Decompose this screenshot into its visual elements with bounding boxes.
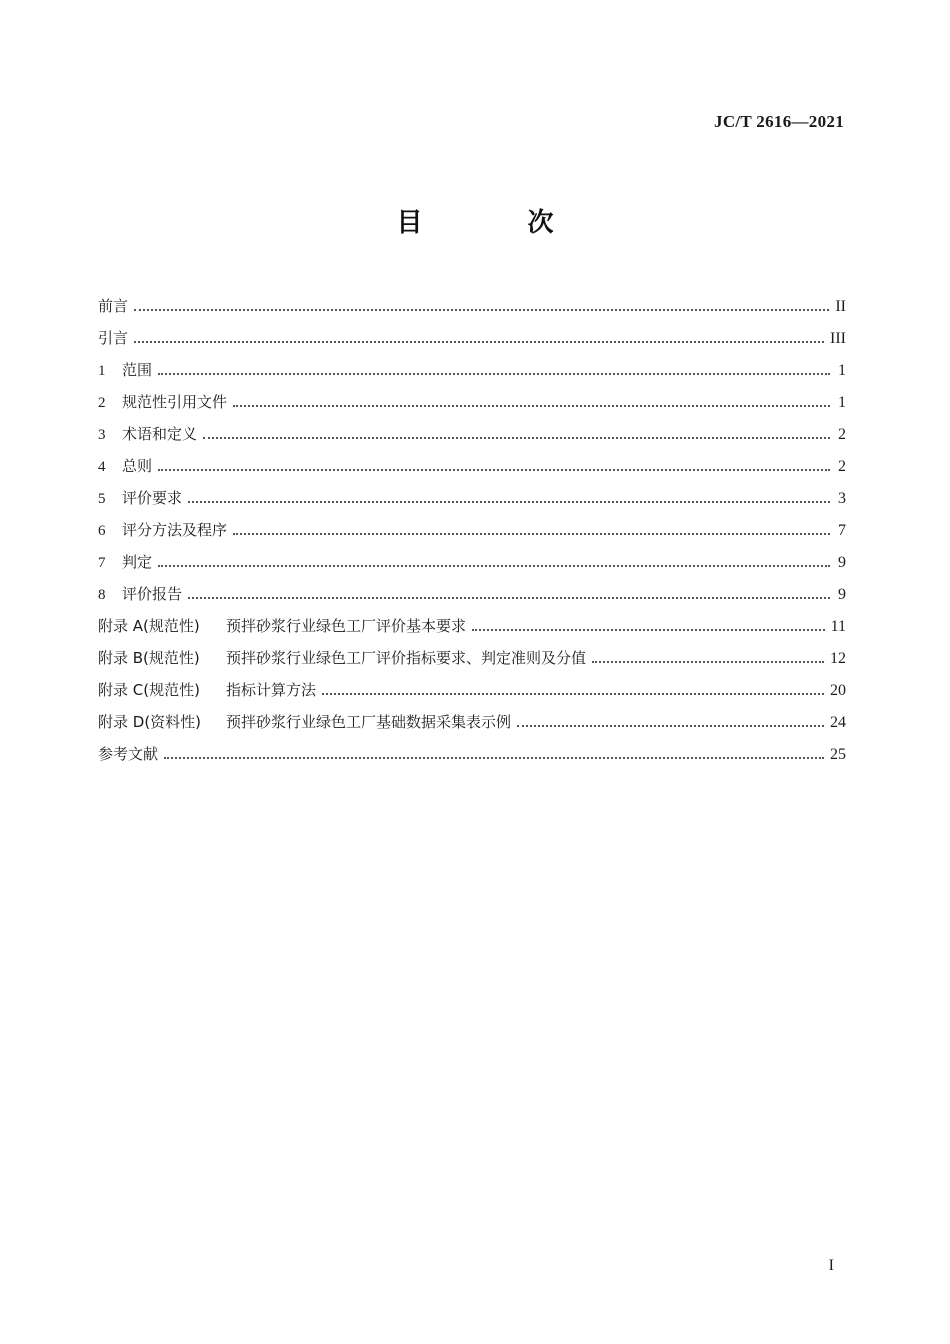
table-of-contents	[98, 284, 846, 764]
toc-entry-title: 引言	[98, 329, 129, 347]
toc-entry[interactable]	[98, 604, 846, 636]
toc-page-number: 2	[838, 426, 846, 443]
dot-leader	[158, 372, 830, 375]
toc-section-number: 6	[98, 523, 106, 539]
toc-page-number: 9	[838, 554, 846, 571]
toc-entry[interactable]	[98, 540, 846, 572]
dot-leader	[134, 308, 829, 311]
dot-leader	[188, 500, 830, 503]
toc-entry-title: 参考文献	[98, 745, 159, 763]
toc-entry-title: 评价报告	[122, 585, 183, 603]
toc-entry[interactable]	[98, 284, 846, 316]
toc-entry-title: 规范性引用文件	[122, 393, 228, 411]
toc-entry[interactable]	[98, 732, 846, 764]
toc-page-number: 7	[838, 522, 846, 539]
toc-appendix-label: 附录 B(规范性)	[98, 649, 200, 667]
toc-page-number: 2	[838, 458, 846, 475]
toc-entry-title: 指标计算方法	[226, 681, 317, 699]
toc-entry-title: 预拌砂浆行业绿色工厂评价指标要求、判定准则及分值	[226, 649, 587, 667]
dot-leader	[158, 564, 830, 567]
toc-section-number: 7	[98, 555, 106, 571]
toc-entry-title: 总则	[122, 457, 153, 475]
dot-leader	[134, 340, 824, 343]
dot-leader	[158, 468, 830, 471]
toc-entry-title: 预拌砂浆行业绿色工厂基础数据采集表示例	[226, 713, 512, 731]
toc-entry-title: 判定	[122, 553, 153, 571]
toc-entry[interactable]	[98, 508, 846, 540]
toc-entry[interactable]	[98, 668, 846, 700]
dot-leader	[164, 756, 824, 759]
toc-entry[interactable]	[98, 316, 846, 348]
toc-entry-title: 评分方法及程序	[122, 521, 228, 539]
toc-entry[interactable]	[98, 572, 846, 604]
toc-page-number: 1	[838, 362, 846, 379]
toc-page-number: 3	[838, 490, 846, 507]
toc-section-number: 2	[98, 395, 106, 411]
page-title: 目 次	[396, 208, 602, 238]
dot-leader	[592, 660, 824, 663]
toc-entry[interactable]	[98, 636, 846, 668]
toc-entry[interactable]	[98, 348, 846, 380]
dot-leader	[233, 404, 830, 407]
dot-leader	[472, 628, 825, 631]
toc-page-number: 1	[838, 394, 846, 411]
toc-section-number: 1	[98, 363, 106, 379]
dot-leader	[233, 532, 830, 535]
toc-page-number: 12	[830, 650, 846, 667]
toc-appendix-label: 附录 D(资料性)	[98, 713, 202, 731]
toc-section-number: 4	[98, 459, 106, 475]
dot-leader	[517, 724, 824, 727]
toc-section-number: 8	[98, 587, 106, 603]
toc-page-number: 24	[830, 714, 846, 731]
toc-entry-title: 预拌砂浆行业绿色工厂评价基本要求	[226, 617, 467, 635]
toc-page-number: II	[835, 298, 846, 315]
toc-section-number: 3	[98, 427, 106, 443]
dot-leader	[188, 596, 830, 599]
toc-page-number: 20	[830, 682, 846, 699]
toc-entry-title: 前言	[98, 297, 129, 315]
page-number: I	[828, 1257, 834, 1274]
toc-entry-title: 评价要求	[122, 489, 183, 507]
toc-entry-title: 术语和定义	[122, 425, 198, 443]
toc-appendix-label: 附录 C(规范性)	[98, 681, 200, 699]
toc-appendix-label: 附录 A(规范性)	[98, 617, 200, 635]
toc-page-number: 11	[830, 618, 846, 635]
toc-entry-title: 范围	[122, 361, 153, 379]
standard-code: JC/T 2616—2021	[714, 112, 844, 131]
toc-section-number: 5	[98, 491, 106, 507]
toc-entry[interactable]	[98, 444, 846, 476]
toc-entry[interactable]	[98, 700, 846, 732]
dot-leader	[203, 436, 830, 439]
toc-page-number: 9	[838, 586, 846, 603]
toc-page-number: 25	[830, 746, 846, 763]
dot-leader	[322, 692, 824, 695]
toc-entry[interactable]	[98, 380, 846, 412]
toc-entry[interactable]	[98, 412, 846, 444]
toc-entry[interactable]	[98, 476, 846, 508]
toc-page-number: III	[830, 330, 846, 347]
